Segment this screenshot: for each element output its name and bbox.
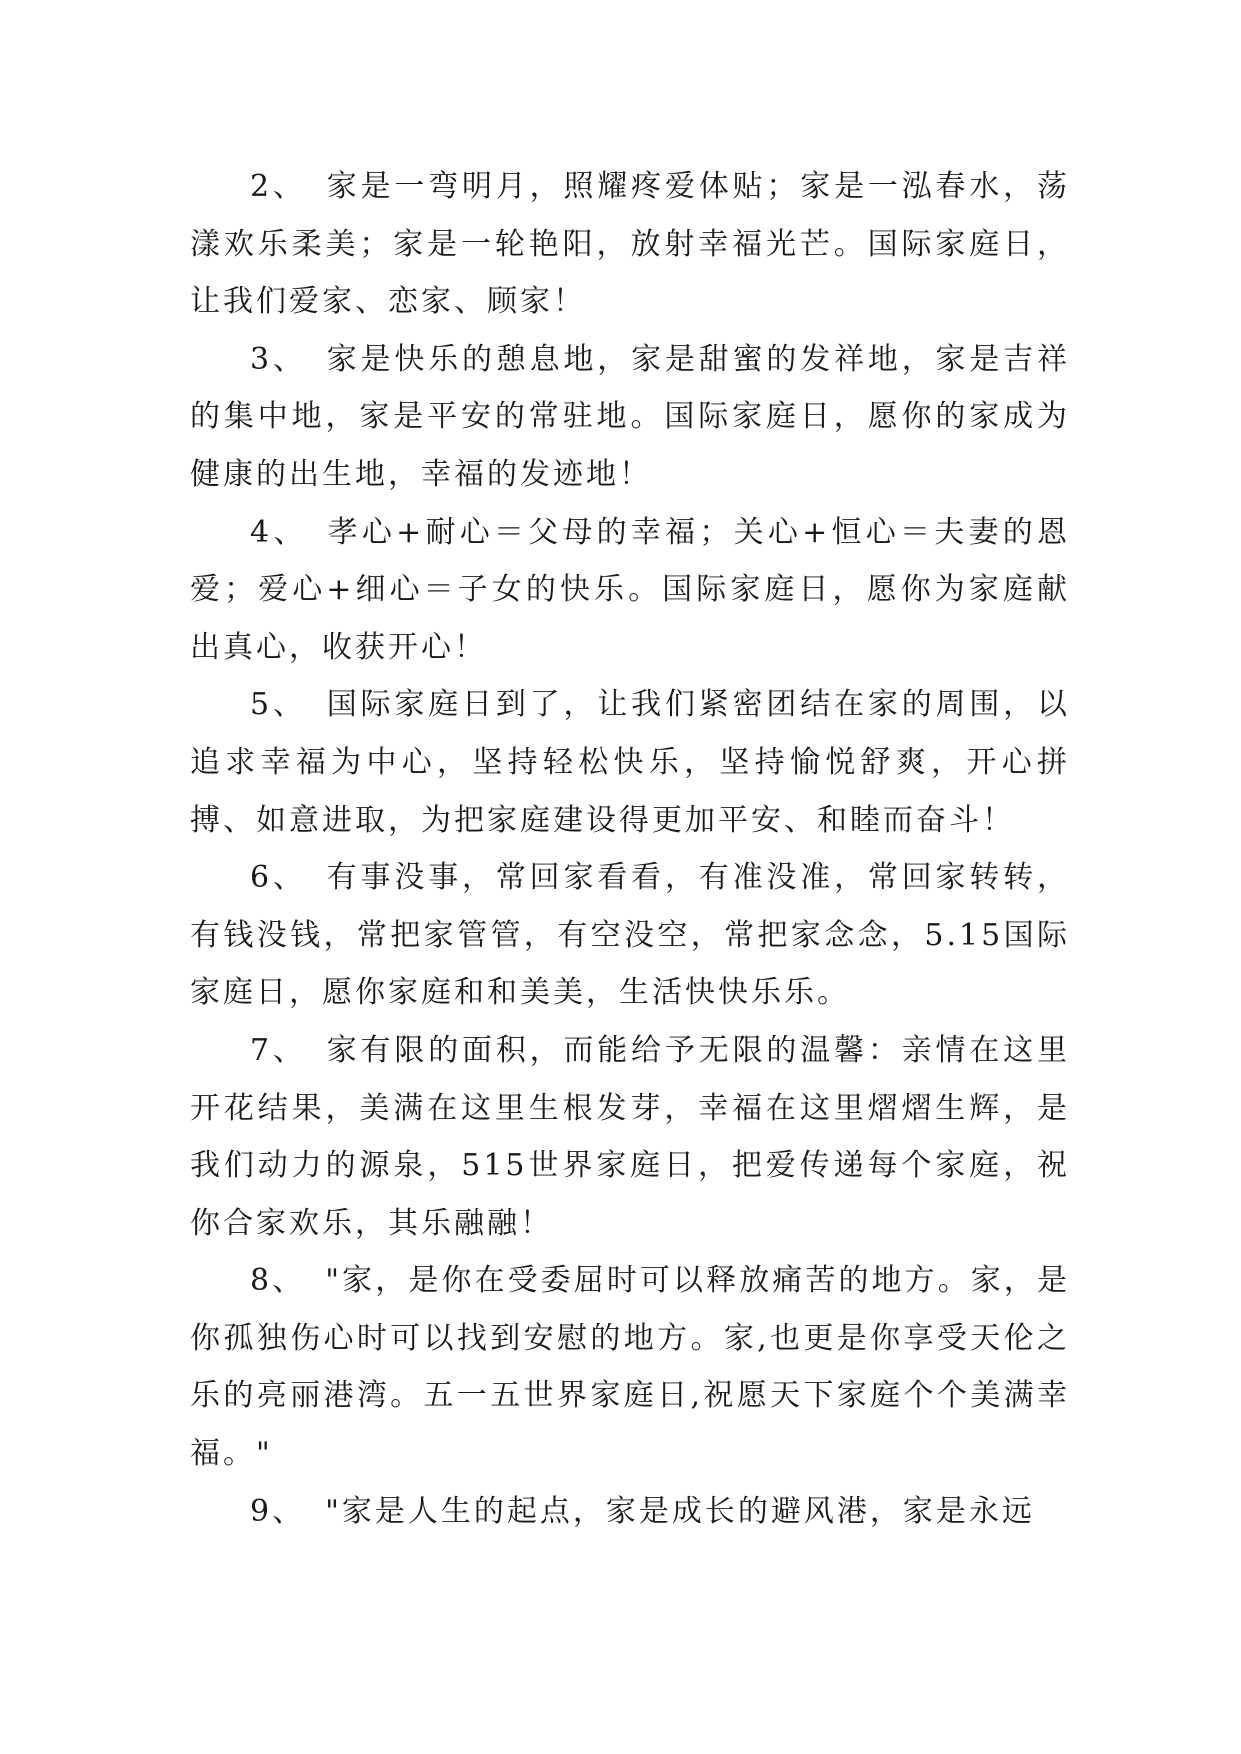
paragraph-3	[190, 331, 1070, 504]
paragraph-4	[190, 504, 1070, 677]
paragraph-text: 家是快乐的憩息地，家是甜蜜的发祥地，家是吉祥的集中地，家是平安的常驻地。国际家庭日，愿你的家成为健康的出生地，幸福的发迹地！	[190, 341, 1070, 492]
paragraph-number: 9、	[250, 1493, 306, 1529]
paragraph-number: 3、	[250, 341, 307, 377]
paragraph-text: "家是人生的起点，家是成长的避风港，家是永远	[325, 1493, 1035, 1529]
paragraph-6	[190, 849, 1070, 1022]
paragraph-text: 有事没事，常回家看看，有准没准，常回家转转，有钱没钱，常把家管管，有空没空，常把家念念，5.15国际家庭日，愿你家庭和和美美，生活快快乐乐。	[190, 860, 1070, 1011]
paragraph-text: 家是一弯明月，照耀疼爱体贴；家是一泓春水，荡漾欢乐柔美；家是一轮艳阳，放射幸福光芒。国际家庭日，让我们爱家、恋家、顾家！	[190, 169, 1070, 320]
paragraph-number: 8、	[250, 1263, 306, 1299]
paragraph-9	[190, 1483, 1070, 1541]
paragraph-8	[190, 1252, 1070, 1482]
paragraph-number: 4、	[250, 514, 308, 550]
paragraph-5	[190, 676, 1070, 849]
paragraph-7	[190, 1022, 1070, 1252]
paragraph-text: "家，是你在受委屈时可以释放痛苦的地方。家，是你孤独伤心时可以找到安慰的地方。家,也更是你享受天伦之乐的亮丽港湾。五一五世界家庭日,祝愿天下家庭个个美满幸福。"	[190, 1263, 1070, 1472]
paragraph-text: 孝心+耐心＝父母的幸福；关心+恒心＝夫妻的恩爱；爱心+细心＝子女的快乐。国际家庭日，愿你为家庭献出真心，收获开心！	[190, 514, 1070, 665]
document-body	[190, 158, 1070, 1540]
paragraph-text: 国际家庭日到了，让我们紧密团结在家的周围，以追求幸福为中心，坚持轻松快乐，坚持愉悦舒爽，开心拼搏、如意进取，为把家庭建设得更加平安、和睦而奋斗！	[190, 687, 1070, 838]
paragraph-number: 2、	[250, 169, 307, 204]
paragraph-2	[190, 158, 1070, 331]
paragraph-number: 6、	[250, 860, 307, 896]
paragraph-text: 家有限的面积，而能给予无限的温馨：亲情在这里开花结果，美满在这里生根发芽，幸福在这里熠熠生辉，是我们动力的源泉，515世界家庭日，把爱传递每个家庭，祝你合家欢乐，其乐融融！	[190, 1032, 1070, 1241]
paragraph-number: 7、	[250, 1032, 307, 1068]
paragraph-number: 5、	[250, 687, 307, 723]
